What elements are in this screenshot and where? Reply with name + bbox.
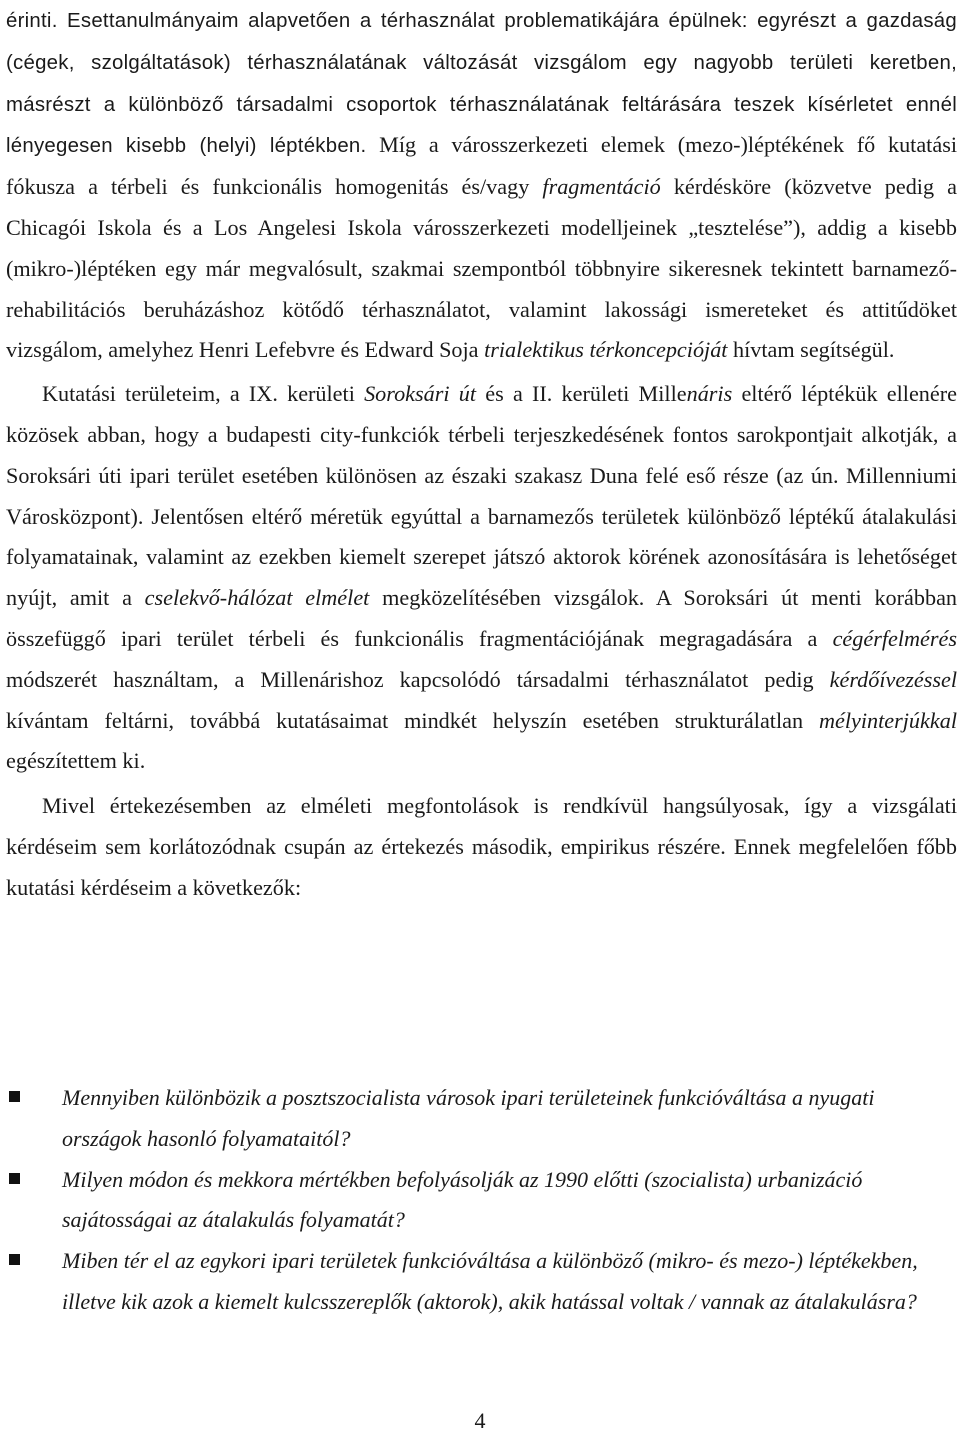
text-segment: Mivel értekezésemben az elméleti megfontolások is rendkívül hangsúlyosak, így a vizsgálati kérdéseim sem korlátozódnak csupán az értekezés második, empirikus részére. Ennek megfelelően főbb kutatási kérdéseim a következők: <box>6 793 957 900</box>
question-text: Mennyiben különbözik a posztszocialista városok ipari területeinek funkcióváltása a nyugati országok hasonló folyamataitól? <box>62 1085 875 1151</box>
text-segment: megközelítésében vizsgálok. A Soroksári út menti korábban összefüggő ipari terület térbeli és funkcionális fragmentációjának megragadására a <box>6 585 958 651</box>
italic-term: cégérfelmérés <box>832 625 957 651</box>
research-questions-list <box>0 1078 960 1323</box>
italic-term: náris <box>686 381 733 407</box>
text-segment: és a II. kerületi Mille <box>476 381 687 407</box>
question-text: Milyen módon és mekkora mértékben befolyásolják az 1990 előtti (szocialista) urbanizáció sajátosságai az átalakulás folyamatát? <box>62 1166 863 1233</box>
text-segment: módszerét használtam, a Millenárishoz kapcsolódó társadalmi térhasználatot pedig <box>6 666 830 692</box>
square-bullet-icon <box>9 1091 20 1102</box>
text-segment: érinti. Esettanulmányaim alapvetően a térhasználat problematikájára épülnek: egyrészt a gazdaság (cégek, szolgáltatások) térhasználatának változását vizsgálom egy nagyobb területi keretben, másrészt a különböző társadalmi csoportok térhasználatának feltárására teszek kísérletet ennél lényegesen kisebb (helyi) léptékben. <box>6 10 957 158</box>
paragraph-2 <box>6 374 957 782</box>
italic-term: kérdőívezéssel <box>829 666 957 692</box>
text-segment: Míg a városszerkezeti elemek (mezo-)léptékének fő kutatási fókusza a térbeli és funkcionális homogenitás és/vagy <box>6 132 957 200</box>
italic-term: cselekvő-hálózat elmélet <box>144 585 370 611</box>
italic-term: Soroksári út <box>364 381 477 407</box>
text-segment: hívtam segítségül. <box>727 337 895 363</box>
list-item <box>0 1160 942 1242</box>
italic-term: fragmentáció <box>542 174 661 200</box>
square-bullet-icon <box>9 1173 20 1184</box>
italic-term: trialektikus térkoncepcióját <box>484 337 728 363</box>
paragraph-1 <box>6 0 957 371</box>
square-bullet-icon <box>9 1254 20 1265</box>
page-number: 4 <box>474 1408 486 1433</box>
text-segment: egészítettem ki. <box>6 748 146 774</box>
list-item <box>0 1078 942 1160</box>
text-segment: Kutatási területeim, a IX. kerületi <box>42 381 365 407</box>
paragraph-3 <box>6 786 957 908</box>
question-text: Miben tér el az egykori ipari területek funkcióváltása a különböző (mikro- és mezo-) léptékekben, illetve kik azok a kiemelt kulcsszereplők (aktorok), akik hatással voltak / vannak az átalakulásra? <box>62 1248 918 1314</box>
list-item <box>0 1241 942 1323</box>
body-text <box>6 0 957 909</box>
text-segment: kérdésköre (közvetve pedig a Chicagói Iskola és a Los Angelesi Iskola városszerkezeti modelljeinek „tesztelése”), addig a kisebb (mikro-)léptéken egy már megvalósult, szakmai szempontból többnyire sikeresnek tekintett barnamező-rehabilitációs beruházáshoz kötődő térhasználatot, valamint lakossági ismereteket és attitűdöket vizsgálom, amelyhez Henri Lefebvre és Edward Soja <box>6 174 957 363</box>
italic-term: mélyinterjúkkal <box>818 707 957 733</box>
text-segment: eltérő léptékük ellenére közösek abban, hogy a budapesti city-funkciók térbeli terjeszkedésének fontos sarokpontjait alkotják, a Soroksári úti ipari terület esetében különösen az északi szakasz Duna felé eső része (az ún. Millenniumi Városközpont). Jelentősen eltérő méretük egyúttal a barnamezős területek különböző léptékű átalakulási folyamatainak, valamint az ezekben kiemelt szerepet játszó aktorok körének azonosítására is lehetőséget nyújt, amit a <box>6 381 957 611</box>
text-segment: kívántam feltárni, továbbá kutatásaimat mindkét helyszín esetében strukturálatlan <box>6 707 819 733</box>
